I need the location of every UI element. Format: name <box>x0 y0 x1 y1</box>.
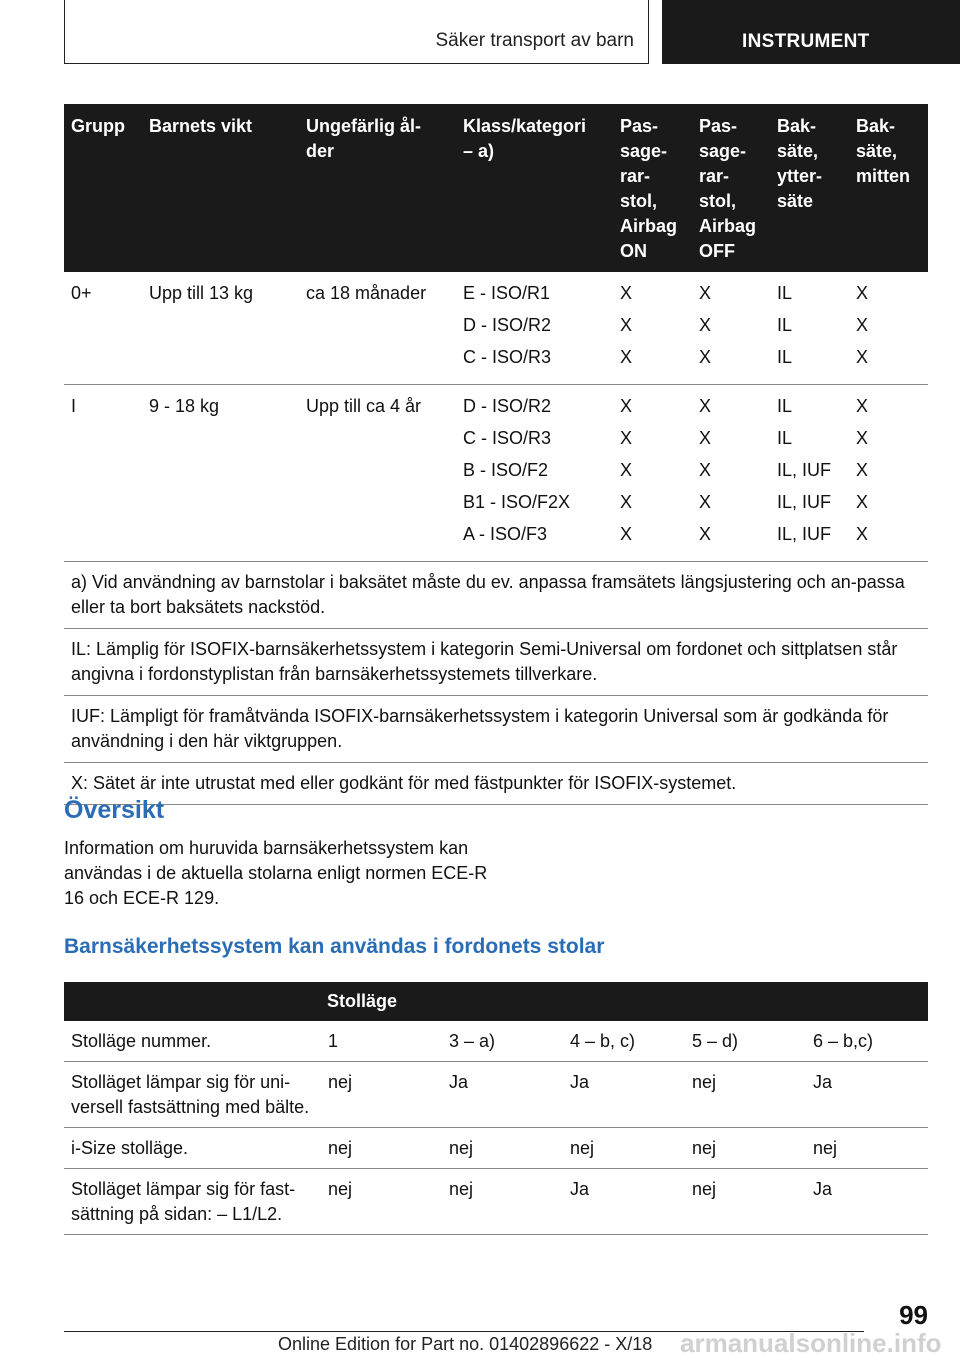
cell-line: X <box>699 315 712 335</box>
cell-line: X <box>699 428 712 448</box>
header-line: Barnets vikt <box>149 116 253 136</box>
table-note-row <box>64 763 928 805</box>
header-line: ON <box>620 241 647 261</box>
header-line: Bak- <box>777 116 817 136</box>
table-cell: I <box>64 385 142 562</box>
cell-line: D - ISO/R2 <box>463 315 552 335</box>
header-chapter-title: INSTRUMENT <box>742 31 870 52</box>
isofix-table <box>64 104 928 805</box>
cell-line: X <box>699 524 712 544</box>
header-line: ytter- <box>777 166 823 186</box>
table-cell <box>456 272 613 385</box>
cell-line: X <box>620 492 633 512</box>
cell-line: D - ISO/R2 <box>463 396 552 416</box>
table-cell: nej <box>321 1169 442 1235</box>
table-cell: 3 – a) <box>442 1021 563 1062</box>
header-line: Pas- <box>620 116 659 136</box>
watermark: armanualsonline.info <box>680 1328 942 1358</box>
cell-line: X <box>620 460 633 480</box>
header-line: rar- <box>620 166 651 186</box>
cell-line: X <box>856 492 869 512</box>
header-line: sage- <box>620 141 668 161</box>
cell-line: X <box>699 347 712 367</box>
table-header-row <box>64 982 928 1021</box>
cell-line: X <box>856 283 869 303</box>
table-cell <box>849 272 928 385</box>
table-cell <box>849 385 928 562</box>
cell-line: X <box>620 524 633 544</box>
footer-edition: Online Edition for Part no. 01402896622 - X/18 <box>278 1334 653 1354</box>
header-line: rar- <box>699 166 730 186</box>
header-line: Pas- <box>699 116 738 136</box>
header-cell <box>456 104 613 272</box>
table-row <box>64 1128 928 1169</box>
table-cell: 6 – b,c) <box>806 1021 928 1062</box>
header-line: säte, <box>777 141 819 161</box>
table-cell <box>613 385 692 562</box>
cell-line: X <box>699 283 712 303</box>
header-cell <box>142 104 299 272</box>
cell-line: X <box>856 347 869 367</box>
table-cell: nej <box>442 1128 563 1169</box>
header-line: Klass/kategori <box>463 116 587 136</box>
header-line: der <box>306 141 335 161</box>
table-cell: 5 – d) <box>685 1021 806 1062</box>
cell-line: A - ISO/F3 <box>463 524 548 544</box>
header-line: – a) <box>463 141 495 161</box>
table-cell: Upp till ca 4 år <box>299 385 456 562</box>
table-cell <box>692 385 770 562</box>
header-cell <box>64 982 321 1021</box>
header-line: mitten <box>856 166 910 186</box>
cell-line: X <box>620 315 633 335</box>
table-cell: nej <box>806 1128 928 1169</box>
header-line: Bak- <box>856 116 896 136</box>
header-cell <box>64 104 142 272</box>
header-line: stol, <box>699 191 737 211</box>
table-note: a) Vid användning av barnstolar i baksätet måste du ev. anpassa framsätets längsjustering och an-passa eller ta bort baksätets nackstöd. <box>64 562 928 629</box>
header-line: sage- <box>699 141 747 161</box>
table-cell: i-Size stolläge. <box>64 1128 321 1169</box>
cell-line: IL <box>777 428 793 448</box>
table-cell: Stolläget lämpar sig för uni-versell fastsättning med bälte. <box>64 1062 321 1128</box>
table-cell: Stolläge nummer. <box>64 1021 321 1062</box>
cell-line: IL <box>777 315 793 335</box>
cell-line: X <box>620 283 633 303</box>
header-line: Ungefärlig ål- <box>306 116 422 136</box>
table-cell: Ja <box>563 1062 685 1128</box>
cell-line: B - ISO/F2 <box>463 460 549 480</box>
header-chapter-tab <box>662 0 960 64</box>
table-cell: Ja <box>563 1169 685 1235</box>
table-cell: Ja <box>806 1169 928 1235</box>
header-cell <box>299 104 456 272</box>
cell-line: X <box>856 460 869 480</box>
header-section-title: Säker transport av barn <box>435 30 634 51</box>
header-line: stol, <box>620 191 658 211</box>
header-line: säte, <box>856 141 898 161</box>
table-cell: 1 <box>321 1021 442 1062</box>
header-line: Airbag <box>620 216 678 236</box>
table-cell <box>770 272 849 385</box>
cell-line: X <box>699 396 712 416</box>
table-note: IUF: Lämpligt för framåtvända ISOFIX-barnsäkerhetssystem i kategorin Universal som är godkända för användning i den här viktgruppen. <box>64 696 928 763</box>
table-cell <box>770 385 849 562</box>
table-cell: nej <box>321 1128 442 1169</box>
section-title: Översikt <box>64 796 165 824</box>
header-line: säte <box>777 191 814 211</box>
cell-line: X <box>699 492 712 512</box>
cell-line: X <box>620 396 633 416</box>
table-cell: Ja <box>806 1062 928 1128</box>
cell-line: X <box>856 524 869 544</box>
header-cell <box>613 104 692 272</box>
cell-line: X <box>620 347 633 367</box>
table-cell: nej <box>685 1062 806 1128</box>
table-row <box>64 272 928 385</box>
table-cell <box>456 385 613 562</box>
table-cell: Upp till 13 kg <box>142 272 299 385</box>
seat-position-table <box>64 982 928 1235</box>
cell-line: IL, IUF <box>777 460 832 480</box>
header-cell: Stolläge <box>321 982 928 1021</box>
cell-line: X <box>856 315 869 335</box>
table-row <box>64 385 928 562</box>
cell-line: E - ISO/R1 <box>463 283 551 303</box>
cell-line: IL <box>777 396 793 416</box>
cell-line: X <box>699 460 712 480</box>
header-line: Grupp <box>71 116 125 136</box>
table-cell: 9 - 18 kg <box>142 385 299 562</box>
header-section-tab <box>64 0 649 64</box>
table-note-row <box>64 562 928 629</box>
table-row <box>64 1021 928 1062</box>
table-cell: Stolläget lämpar sig för fast-sättning på sidan: – L1/L2. <box>64 1169 321 1235</box>
table-cell: nej <box>685 1128 806 1169</box>
header-cell <box>692 104 770 272</box>
page-number: 99 <box>899 1300 928 1330</box>
table-cell <box>692 272 770 385</box>
table-cell: ca 18 månader <box>299 272 456 385</box>
cell-line: B1 - ISO/F2X <box>463 492 571 512</box>
cell-line: IL, IUF <box>777 524 832 544</box>
table-header-row <box>64 104 928 272</box>
subsection-title: Barnsäkerhetssystem kan användas i fordonets stolar <box>64 935 605 958</box>
header-line: OFF <box>699 241 735 261</box>
cell-line: C - ISO/R3 <box>463 428 552 448</box>
table-cell: 4 – b, c) <box>563 1021 685 1062</box>
cell-line: IL <box>777 347 793 367</box>
cell-line: IL, IUF <box>777 492 832 512</box>
table-cell: Ja <box>442 1062 563 1128</box>
table-cell: nej <box>321 1062 442 1128</box>
header-cell <box>849 104 928 272</box>
table-note-row <box>64 629 928 696</box>
table-cell: nej <box>442 1169 563 1235</box>
cell-line: C - ISO/R3 <box>463 347 552 367</box>
table-cell: nej <box>685 1169 806 1235</box>
header-cell <box>770 104 849 272</box>
table-note-row <box>64 696 928 763</box>
header-line: Airbag <box>699 216 757 236</box>
cell-line: X <box>856 428 869 448</box>
table-cell <box>613 272 692 385</box>
table-cell: 0+ <box>64 272 142 385</box>
cell-line: X <box>856 396 869 416</box>
table-note: X: Sätet är inte utrustat med eller godkänt för med fästpunkter för ISOFIX-systemet. <box>64 763 928 805</box>
table-row <box>64 1169 928 1235</box>
table-note: IL: Lämplig för ISOFIX-barnsäkerhetssystem i kategorin Semi-Universal om fordonet och sittplatsen står angivna i fordonstyplistan från barnsäkerhetssystemets tillverkare. <box>64 629 928 696</box>
table-cell: nej <box>563 1128 685 1169</box>
cell-line: X <box>620 428 633 448</box>
cell-line: IL <box>777 283 793 303</box>
table-row <box>64 1062 928 1128</box>
section-body: Information om huruvida barnsäkerhetssystem kan användas i de aktuella stolarna enligt normen ECE-R 16 och ECE-R 129. <box>64 838 488 908</box>
